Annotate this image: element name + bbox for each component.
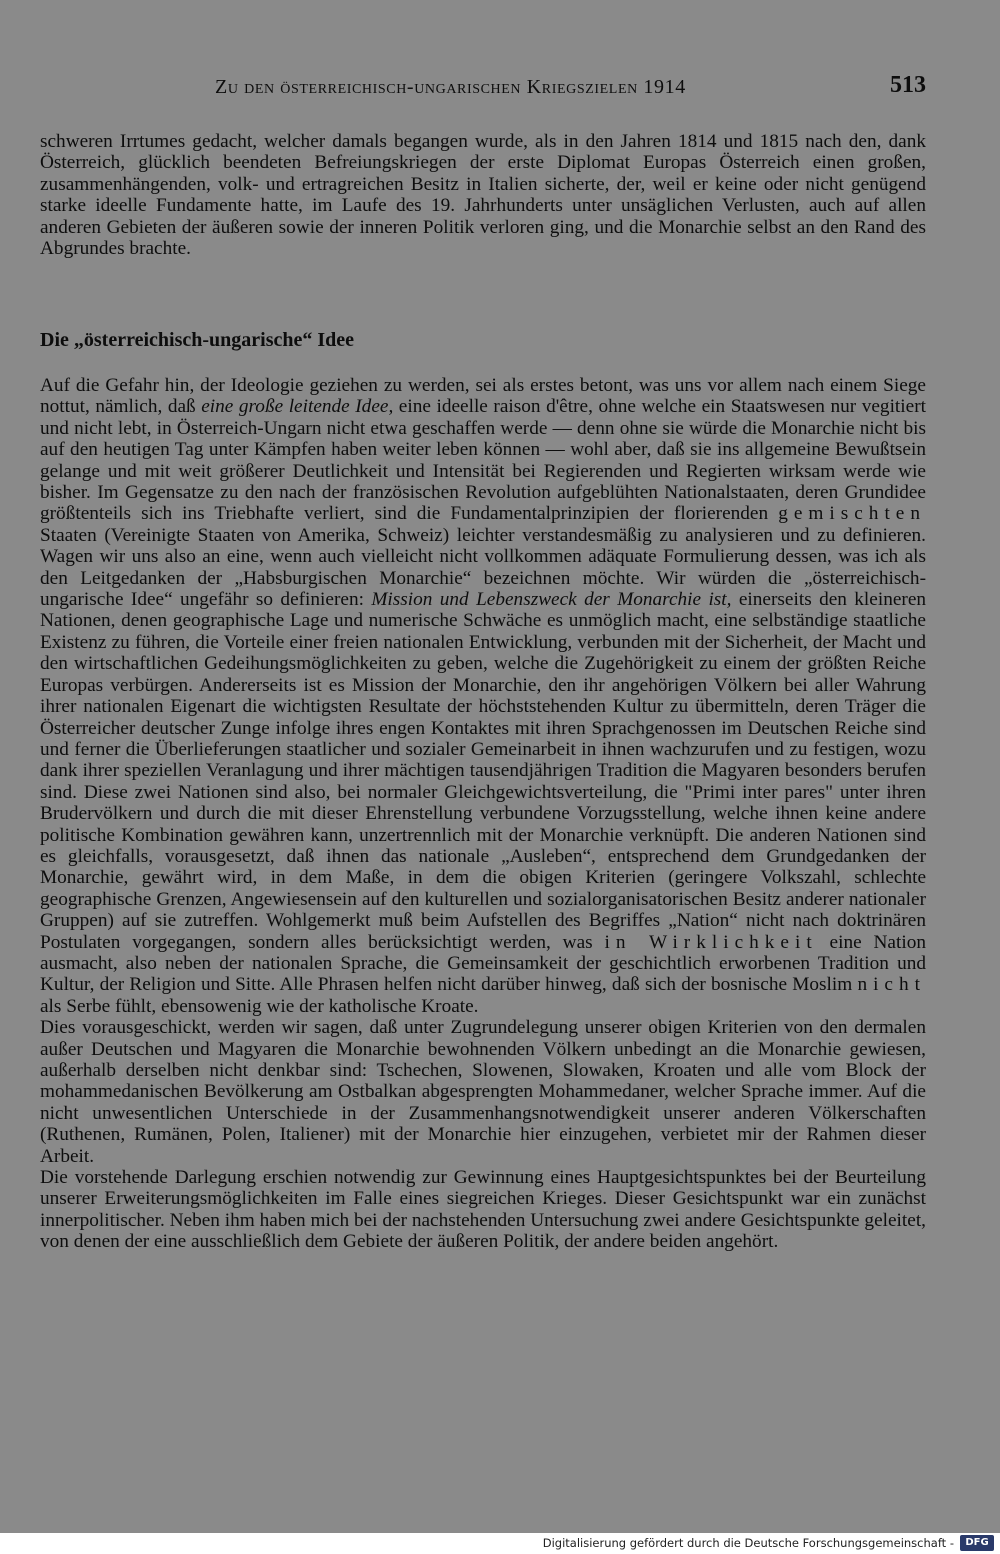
paragraph-1-text: Auf die Gefahr hin, der Ideologie geziehen zu werden, sei als erstes betont, was uns vor allem nach einem Siege nottut, nämlich, daß — [40, 375, 926, 418]
intro-paragraph — [40, 131, 926, 259]
dfg-logo: DFG — [960, 1535, 994, 1551]
body-text — [40, 375, 926, 1253]
running-head-title: Zu den österreichisch-ungarischen Kriegszielen 1914 — [215, 76, 686, 98]
intro-paragraph-text: schweren Irrtumes gedacht, welcher damals begangen wurde, als in den Jahren 1814 und 1815 nach den, dank Österreich, glücklich beendeten Befreiungskriegen der erste Diplomat Europas Österreich einen großen, zusammenhängenden, volk- und ertragreichen Besitz in Italien sicherte, der, weil er keine oder nicht genügend starke ideelle Fundamente hatte, im Laufe des 19. Jahrhunderts unter unsäglichen Verlusten, auch auf allen anderen Gebieten der äußeren sowie der inneren Politik verloren ging, und die Monarchie selbst an den Rand des Abgrundes brachte. — [40, 131, 926, 260]
page-number: 513 — [890, 72, 926, 98]
running-head — [0, 72, 1000, 106]
paragraph-1-text: Staaten (Vereinigte Staaten von Amerika, Schweiz) leichter verstandesmäßig zu analysieren und zu definieren. Wagen wir uns also an eine, wenn auch vielleicht nicht vollkommen adäquate Formulierung dessen, was ich als den Leitgedanken der „Habsburgischen Monarchie“ bezeichnen möchte. Wir würden die „österreichisch-ungarische Idee“ ungefähr so definieren: — [40, 524, 926, 611]
funding-notice: Digitalisierung gefördert durch die Deutsche Forschungsgemeinschaft - — [542, 1536, 954, 1550]
paragraph-3: Die vorstehende Darlegung erschien notwendig zur Gewinnung eines Hauptgesichtspunktes bei der Beurteilung unserer Erweiterungsmöglichkeiten im Falle eines siegreichen Krieges. Dieser Gesichtspunkt war ein zunächst innerpolitischer. Neben ihm haben mich bei der nachstehenden Untersuchung zwei andere Gesichtspunkte geleitet, von denen der eine ausschließlich dem Gebiete der äußeren Politik, der andere beiden angehört. — [40, 1167, 926, 1253]
footer-bar — [0, 1533, 1000, 1554]
paragraph-1-text: eine Nation ausmacht, also neben der nationalen Sprache, die Gemeinsamkeit der geschichtlich erworbenen Tradition und Kultur, der Religion und Sitte. Alle Phrasen helfen nicht darüber hinweg, daß sich der bosnische Moslim — [40, 931, 926, 996]
paragraph-1-text: einerseits den kleineren Nationen, denen geographische Lage und numerische Schwäche es unmöglich macht, eine selbständige staatliche Existenz zu führen, die Vorteile einer freien nationalen Entwicklung, verbunden mit der Sicherheit, der Macht und den wirtschaftlichen Gedeihungsmöglichkeiten zu geben, welche die Zugehörigkeit zu einem der größten Reiche Europas verbürgen. Andererseits ist es Mission der Monarchie, den ihr angehörigen Völkern bei aller Wahrung ihrer nationalen Eigenart die wichtigsten Resultate der höchststehenden Kultur zu übermitteln, deren Träger die Österreicher deutscher Zunge infolge ihres engen Kontaktes mit ihren Sprachgenossen im Deutschen Reiche sind und ferner die Überlieferungen staatlicher und sozialer Gemeinarbeit in ihnen wachzurufen und zu festigen, wozu dank ihrer speziellen Veranlagung und ihrer mächtigen tausendjährigen Tradition die Magyaren besonders berufen sind. Diese zwei Nationen sind also, bei normaler Gleichgewichtsverteilung, die "Primi inter pares" unter ihren Brudervölkern und durch die mit dieser Ehrenstellung verbundene Vorzugsstellung, welche ihnen keine andere politische Kombination gewähren kann, unzertrennlich mit der Monarchie verknüpft. Die anderen Nationen sind es gleichfalls, vorausgesetzt, daß ihnen das nationale „Ausleben“, entsprechend dem Grundgedanken der Monarchie, gewährt wird, in dem Maße, in dem die obigen Kriterien (geringere Volkszahl, schlechte geographische Grenzen, Angewiesensein auf den kulturellen und sozialorganisatorischen Besitz anderer nationaler Gruppen) auf sie zutreffen. Wohlgemerkt muß beim Aufstellen des Begriffes „Nation“ nicht nach doktrinären Postulaten vorgegangen, sondern alles berücksichtigt werden, was — [40, 589, 927, 953]
paragraph-2: Dies vorausgeschickt, werden wir sagen, daß unter Zugrundelegung unserer obigen Kriterien von den dermalen außer Deutschen und Magyaren die Monarchie bewohnenden Völkern unbedingt an die Monarchie gewiesen, außerhalb derselben nicht denkbar sind: Tschechen, Slowenen, Slowaken, Kroaten und alle vom Block der mohammedanischen Bevölkerung am Ostbalkan abgesprengten Mohammedaner, welcher Sprache immer. Auf die nicht unwesentlichen Unterschiede in der Zusammenhangsnotwendigkeit unserer anderen Völkerschaften (Ruthenen, Rumänen, Polen, Italiener) mit der Monarchie hier einzugehen, verbietet mir der Rahmen dieser Arbeit. — [40, 1017, 926, 1167]
spaced-emphasis-not: nicht — [857, 974, 926, 996]
paragraph-1-text: als Serbe fühlt, ebensowenig wie der katholische Kroate. — [40, 995, 479, 1017]
paragraph-1 — [40, 375, 926, 1017]
emphasis-mission: Mission und Lebenszweck der Monarchie ist, — [371, 589, 732, 611]
spaced-emphasis-mixed: gemischten — [778, 503, 926, 525]
emphasis-great-idea: eine große leitende Idee, — [201, 396, 394, 418]
section-heading: Die „österreichisch-ungarische“ Idee — [40, 329, 355, 351]
spaced-emphasis-reality: in Wirklichkeit — [604, 931, 818, 953]
paragraph-1-text: eine ideelle raison d'être, ohne welche ein Staatswesen nur vegitiert und nicht lebt, in Österreich-Ungarn nicht etwa geschaffen werde — denn ohne sie würde die Monarchie nicht bis auf den heutigen Tag unter Kämpfen haben weiter leben können — wohl aber, daß sie ins allgemeine Bewußtsein gelange und mit weit größerer Deutlichkeit und Intensität bei Regierenden und Regierten wirksam werde wie bisher. Im Gegensatze zu den nach der französischen Revolution aufgeblühten Nationalstaaten, deren Grundidee größtenteils sich ins Triebhafte verliert, sind die Fundamentalprinzipien der florierenden — [40, 396, 926, 525]
